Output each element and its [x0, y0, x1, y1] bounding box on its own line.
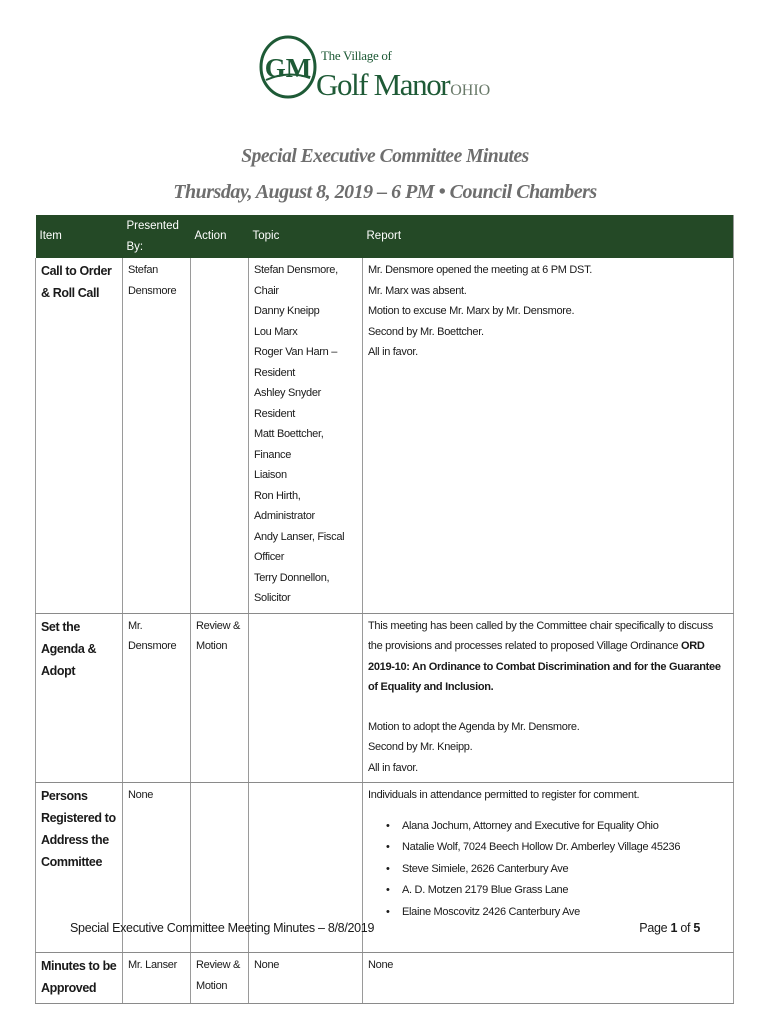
topic-line: Resident — [254, 366, 296, 379]
table-row — [36, 953, 734, 1004]
village-logo — [258, 34, 491, 124]
list-item: • Natalie Wolf, 7024 Beech Hollow Dr. Amberley Village 45236 — [402, 837, 728, 859]
row-presented: Stefan Densmore — [123, 258, 191, 613]
topic-line: Ashley Snyder — [254, 387, 322, 399]
topic-line: Ron Hirth, Administrator — [254, 489, 315, 522]
document-subtitle: Thursday, August 8, 2019 – 6 PM • Council Chambers — [173, 181, 597, 203]
table-row — [36, 613, 734, 783]
page-number: Page 1 of 5 — [639, 921, 700, 935]
row-report: None — [363, 953, 734, 1004]
list-item: • Steve Simiele, 2626 Canterbury Ave — [402, 859, 728, 881]
minutes-table — [35, 215, 734, 1004]
row-action: Review & Motion — [191, 613, 249, 783]
registrant-list — [368, 816, 728, 924]
table-row — [36, 258, 734, 613]
list-item: • A. D. Motzen 2179 Blue Grass Lane — [402, 880, 728, 902]
row-topic — [249, 613, 363, 783]
report-line: All in favor. — [368, 346, 418, 358]
logo-name: Golf ManorOHIO — [316, 67, 491, 102]
header-topic: Topic — [249, 215, 363, 258]
header-item: Item — [36, 215, 123, 258]
topic-line: Roger Van Harn – — [254, 346, 338, 358]
ordinance-title: ORD 2019-10: An Ordinance to Combat Discrimination and for the Guarantee of Equality and Inclusion. — [368, 640, 721, 693]
report-line: Motion to adopt the Agenda by Mr. Densmore. — [368, 720, 580, 733]
topic-line: Resident — [254, 407, 296, 420]
topic-line: Matt Boettcher, Finance — [254, 428, 324, 461]
header-action: Action — [191, 215, 249, 258]
document-title: Special Executive Committee Minutes — [241, 146, 529, 167]
topic-line: Andy Lanser, Fiscal — [254, 530, 345, 543]
report-intro: Individuals in attendance permitted to register for comment. — [368, 789, 640, 801]
table-header-row — [36, 215, 734, 258]
header-report: Report — [363, 215, 734, 258]
report-line: Mr. Marx was absent. — [368, 284, 467, 297]
report-line: Second by Mr. Boettcher. — [368, 325, 484, 338]
topic-line: Lou Marx — [254, 325, 298, 338]
row-item: Minutes to be Approved — [36, 953, 123, 1004]
report-line: All in favor. — [368, 761, 418, 774]
row-report — [363, 258, 734, 613]
topic-line: Stefan Densmore, Chair — [254, 264, 338, 297]
row-presented: None — [123, 783, 191, 953]
row-action: Review & Motion — [191, 953, 249, 1004]
row-presented: Mr. Lanser — [123, 953, 191, 1004]
list-item: • Alana Jochum, Attorney and Executive for Equality Ohio — [402, 816, 728, 838]
header-presented: Presented By: — [123, 215, 191, 258]
row-action — [191, 258, 249, 613]
topic-line: Danny Kneipp — [254, 305, 320, 317]
row-topic — [249, 258, 363, 613]
gm-emblem-icon — [258, 34, 318, 100]
topic-line: Terry Donnellon, Solicitor — [254, 571, 330, 604]
row-item: Persons Registered to Address the Committee — [36, 783, 123, 953]
logo-state: OHIO — [450, 82, 491, 99]
topic-line: Officer — [254, 551, 285, 563]
svg-text:GM: GM — [264, 53, 312, 83]
logo-tagline: The Village of — [321, 48, 392, 63]
report-line: Second by Mr. Kneipp. — [368, 741, 473, 753]
footer-title: Special Executive Committee Meeting Minutes – 8/8/2019 — [70, 921, 375, 935]
list-item: • Elaine Moscovitz 2426 Canterbury Ave — [402, 902, 728, 924]
row-topic: None — [249, 953, 363, 1004]
row-item: Set the Agenda & Adopt — [36, 613, 123, 783]
topic-line: Liaison — [254, 469, 287, 481]
row-presented: Mr. Densmore — [123, 613, 191, 783]
report-line: Mr. Densmore opened the meeting at 6 PM DST. — [368, 264, 593, 276]
row-report — [363, 613, 734, 783]
row-item: Call to Order & Roll Call — [36, 258, 123, 613]
report-intro: This meeting has been called by the Committee chair specifically to discuss the provisions and processes related to proposed Village Ordinance — [368, 619, 713, 652]
report-line: Motion to excuse Mr. Marx by Mr. Densmore. — [368, 305, 575, 317]
